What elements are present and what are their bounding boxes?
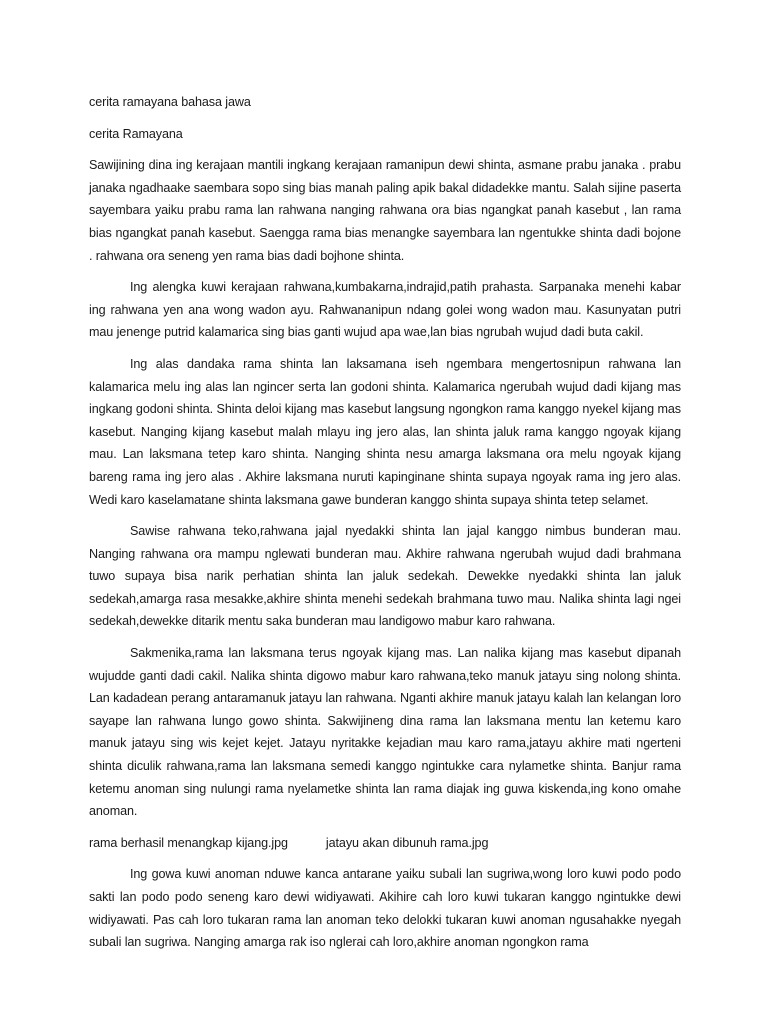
image-filename: rama berhasil menangkap kijang.jpg (89, 835, 288, 850)
document-body (89, 91, 681, 963)
paragraph-2: Ing alengka kuwi kerajaan rahwana,kumbakarna,indrajid,patih prahasta. Sarpanaka menehi kabar ing rahwana yen ana wong wadon ayu. Rahwananipun ndang golei wong wadon mau. Kasunyatan putri mau jenenge putrid kalamarica sing bias ganti wujud apa wae,lan bias ngrubah wujud dadi buta cakil. (89, 280, 681, 340)
paragraph-5: Sakmenika,rama lan laksmana terus ngoyak kijang mas. Lan nalika kijang mas kasebut dipanah wujudde ganti dadi cakil. Nalika shinta digowo mabur karo rahwana,teko manuk jatayu sing nolong shinta. Lan kadadean perang antaramanuk jatayu lan rahwana. Nganti akhire manuk jatayu kalah lan kelangan loro sayape lan rahwana lungo gowo shinta. Sakwijineng dina rama lan laksmana mentu lan ketemu karo manuk jatayu sing wis kejet kejet. Jatayu nyritakke kejadian mau karo rama,jatayu akhire mati ngerteni shinta diculik rahwana,rama lan laksmana semedi kanggo ngintukke cara nylametke shinta. Banjur rama ketemu anoman sing nulungi rama nyelametke shinta lan rama diajak ing guwa kiskenda,ing kono omahe anoman. (89, 646, 681, 819)
image-filenames-line (89, 832, 681, 855)
document-heading: cerita ramayana bahasa jawa (89, 95, 251, 109)
paragraph-3: Ing alas dandaka rama shinta lan laksamana iseh ngembara mengertosnipun rahwana lan kalamarica melu ing alas lan ngincer serta lan godoni shinta. Kalamarica ngerubah wujud dadi kijang mas ingkang godoni shinta. Shinta deloi kijang mas kasebut langsung ngongkon rama kanggo nyekel kijang mas kasebut. Nanging kijang kasebut malah mlayu ing jero alas, lan shinta jaluk rama kanggo ngoyak kijang mau. Lan laksmana tetep karo shinta. Nanging shinta nesu amarga laksmana ora melu ngoyak kijang bareng rama ing jero alas . Akhire laksmana nuruti kapinginane shinta supaya ngoyak rama ing jero alas. Wedi karo kaselamatane shinta laksmana gawe bunderan kanggo shinta supaya shinta tetep selamet. (89, 356, 681, 507)
paragraph-4: Sawise rahwana teko,rahwana jajal nyedakki shinta lan jajal kanggo nimbus bunderan mau. Nanging rahwana ora mampu nglewati bunderan mau. Akhire rahwana ngerubah wujud dadi brahmana tuwo supaya bisa narik perhatian shinta lan jaluk sedekah. Dewekke nyedakki shinta lan jaluk sedekah,amarga rasa mesakke,akhire shinta menehi sedekah brahmana tuwo mau. Nalika shinta lagi ngei sedekah,dewekke ditarik mentu saka bunderan mau landigowo mabur karo rahwana. (89, 524, 681, 629)
paragraph-1: Sawijining dina ing kerajaan mantili ingkang kerajaan ramanipun dewi shinta, asmane prabu janaka . prabu janaka ngadhaake saembara sopo sing bias manah paling apik bakal didadekke mantu. Salah sijine paserta sayembara yaiku prabu rama lan rahwana nanging rahwana ora bias ngangkat panah kasebut , lan rama bias ngangkat panah kasebut. Saengga rama bias menangke sayembara lan ngentukke shinta dadi bojone . rahwana ora seneng yen rama bias dadi bojhone shinta. (89, 158, 681, 263)
document-subheading: cerita Ramayana (89, 126, 183, 141)
image-filename: jatayu akan dibunuh rama.jpg (325, 835, 489, 850)
paragraph-6: Ing gowa kuwi anoman nduwe kanca antarane yaiku subali lan sugriwa,wong loro kuwi podo podo sakti lan podo podo seneng karo dewi widiyawati. Akihire cah loro kuwi tukaran kanggo ngintukke dewi widiyawati. Pas cah loro tukaran rama lan anoman teko delokki tukaran kuwi anoman ngusahakke nyegah subali lan sugriwa. Nanging amarga rak iso nglerai cah loro,akhire anoman ngongkon rama (89, 867, 681, 950)
